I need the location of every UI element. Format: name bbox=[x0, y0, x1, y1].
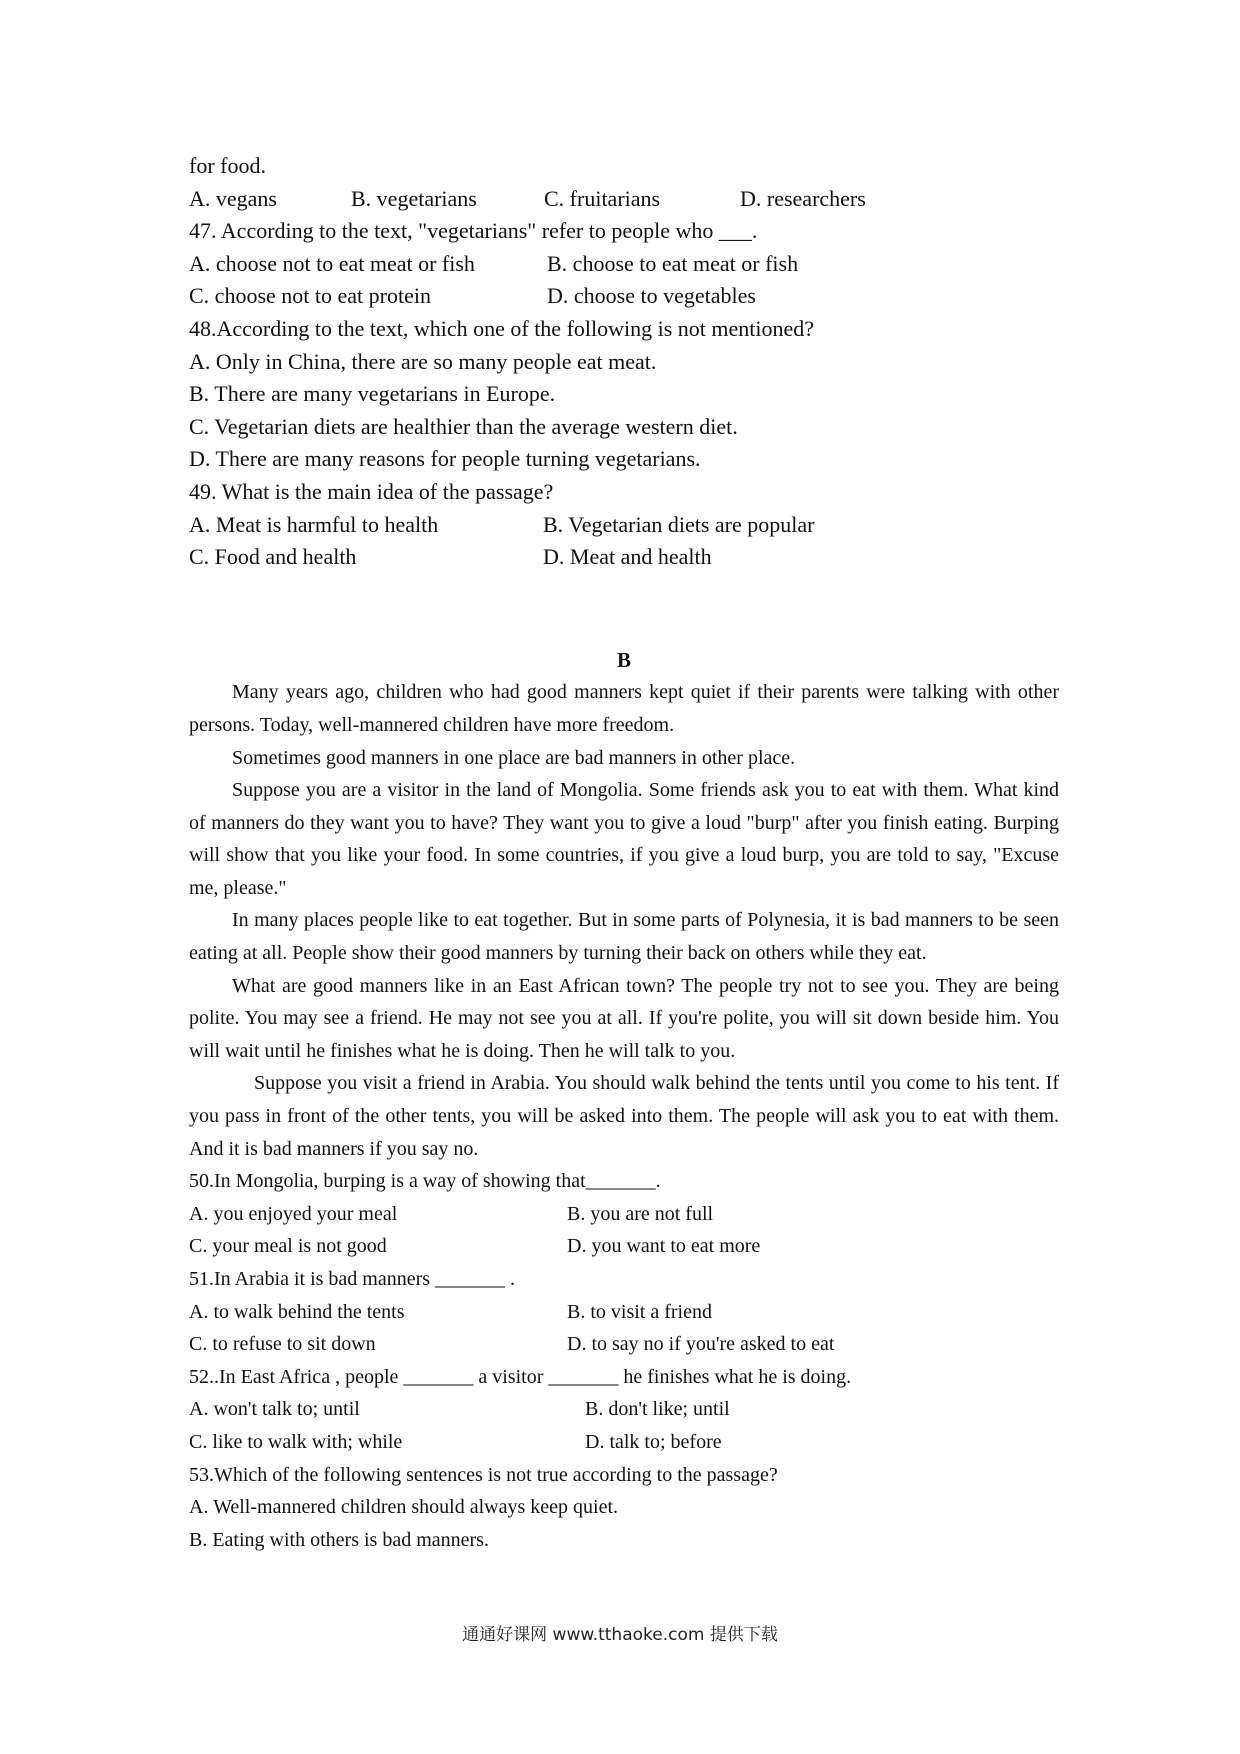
q52-options-row2 bbox=[189, 1426, 1059, 1459]
passage-paragraph: In many places people like to eat together. But in some parts of Polynesia, it is bad manners to be seen eating at all. People show their good manners by turning their back on others while they eat. bbox=[189, 909, 1059, 965]
passage-paragraph: Suppose you visit a friend in Arabia. You should walk behind the tents until you come to his tent. If you pass in front of the other tents, you will be asked into them. The people will ask you to eat with them. And it is bad manners if you say no. bbox=[189, 1072, 1059, 1160]
q46-option-d: D. researchers bbox=[740, 185, 866, 211]
q47-options-row1 bbox=[189, 248, 1059, 281]
passage-paragraph: Many years ago, children who had good manners kept quiet if their parents were talking with other persons. Today, well-mannered children have more freedom. bbox=[189, 681, 1059, 736]
q49-options-row2 bbox=[189, 541, 1059, 574]
q47-option-c: C. choose not to eat protein bbox=[189, 283, 431, 309]
q51-stem: 51.In Arabia it is bad manners _______ . bbox=[189, 1268, 516, 1290]
q49-option-d: D. Meat and health bbox=[543, 544, 712, 570]
passage-paragraph: Suppose you are a visitor in the land of Mongolia. Some friends ask you to eat with them. What kind of manners do they want you to have? They want you to give a loud "burp" after you finish eating. Burping will show that you like your food. In some countries, if you give a loud burp, you are told to say, "Excuse me, please." bbox=[189, 779, 1059, 899]
q51-options-row1 bbox=[189, 1296, 1059, 1329]
q46-options bbox=[189, 183, 1059, 216]
q50-options-row2 bbox=[189, 1230, 1059, 1263]
q49-option-c: C. Food and health bbox=[189, 544, 357, 570]
q50-stem: 50.In Mongolia, burping is a way of showing that_______. bbox=[189, 1170, 661, 1193]
q50-option-d: D. you want to eat more bbox=[567, 1235, 761, 1258]
q51-options-row2 bbox=[189, 1328, 1059, 1361]
q52-stem: 52..In East Africa , people _______ a visitor _______ he finishes what he is doing. bbox=[189, 1365, 852, 1388]
q47-option-a: A. choose not to eat meat or fish bbox=[189, 250, 475, 276]
text-line: for food. bbox=[189, 153, 266, 178]
q51-option-d: D. to say no if you're asked to eat bbox=[567, 1333, 835, 1356]
q52-option-b: B. don't like; until bbox=[585, 1398, 730, 1421]
q51-option-a: A. to walk behind the tents bbox=[189, 1300, 405, 1323]
q52-option-a: A. won't talk to; until bbox=[189, 1398, 360, 1421]
q49-options-row1 bbox=[189, 509, 1059, 542]
page-footer: 通通好课网 www.tthaoke.com 提供下载 bbox=[462, 1625, 778, 1645]
section-heading: B bbox=[616, 647, 631, 672]
passage-paragraph: Sometimes good manners in one place are bad manners in other place. bbox=[232, 746, 796, 769]
q49-option-b: B. Vegetarian diets are popular bbox=[543, 511, 815, 537]
q49-stem: 49. What is the main idea of the passage? bbox=[189, 478, 554, 504]
q46-option-c: C. fruitarians bbox=[544, 185, 661, 211]
q53-stem: 53.Which of the following sentences is not true according to the passage? bbox=[189, 1463, 778, 1486]
passage-paragraph: What are good manners like in an East African town? The people try not to see you. They are being polite. You may see a friend. He may not see you at all. If you're polite, you will sit down beside him. You will wait until he finishes what he is doing. Then he will talk to you. bbox=[189, 974, 1059, 1062]
q47-option-b: B. choose to eat meat or fish bbox=[547, 250, 799, 276]
q53-option-b: B. Eating with others is bad manners. bbox=[189, 1528, 489, 1551]
q48-option-a: A. Only in China, there are so many people eat meat. bbox=[189, 348, 657, 374]
q48-option-c: C. Vegetarian diets are healthier than the average western diet. bbox=[189, 413, 738, 439]
q48-option-d: D. There are many reasons for people turning vegetarians. bbox=[189, 446, 701, 472]
q51-option-b: B. to visit a friend bbox=[567, 1300, 712, 1323]
q52-options-row1 bbox=[189, 1393, 1059, 1426]
q50-option-c: C. your meal is not good bbox=[189, 1235, 387, 1258]
q51-option-c: C. to refuse to sit down bbox=[189, 1333, 376, 1356]
q47-stem: 47. According to the text, "vegetarians" refer to people who ___. bbox=[189, 218, 758, 244]
q50-options-row1 bbox=[189, 1198, 1059, 1231]
q47-options-row2 bbox=[189, 280, 1059, 313]
q52-option-d: D. talk to; before bbox=[585, 1430, 722, 1453]
q47-option-d: D. choose to vegetables bbox=[547, 283, 756, 309]
q48-stem: 48.According to the text, which one of the following is not mentioned? bbox=[189, 315, 815, 341]
q48-option-b: B. There are many vegetarians in Europe. bbox=[189, 381, 556, 407]
document-page bbox=[189, 150, 1059, 1556]
q52-option-c: C. like to walk with; while bbox=[189, 1430, 403, 1453]
q46-option-b: B. vegetarians bbox=[351, 185, 477, 211]
q49-option-a: A. Meat is harmful to health bbox=[189, 511, 439, 537]
q53-option-a: A. Well-mannered children should always keep quiet. bbox=[189, 1496, 619, 1519]
q46-option-a: A. vegans bbox=[189, 185, 277, 211]
q50-option-b: B. you are not full bbox=[567, 1202, 714, 1225]
q50-option-a: A. you enjoyed your meal bbox=[189, 1202, 398, 1225]
